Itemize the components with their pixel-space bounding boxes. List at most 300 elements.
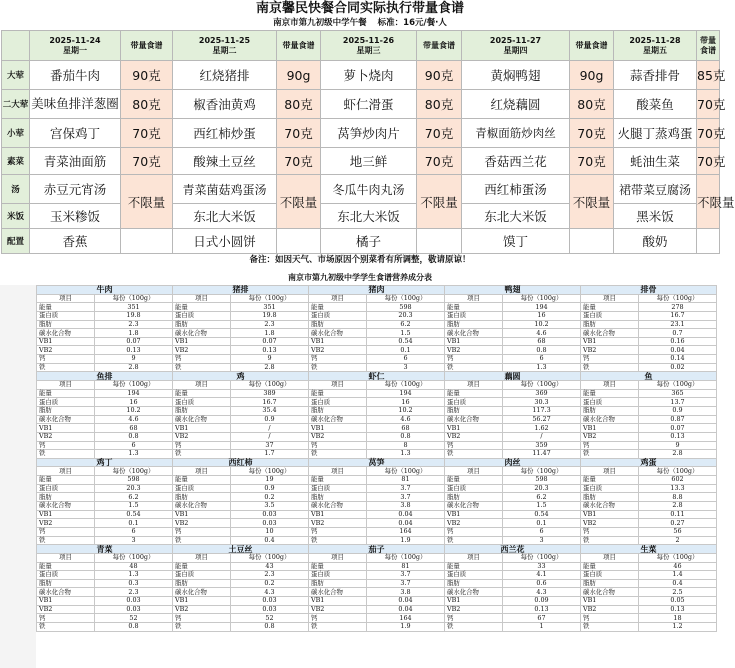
qty-cell: 90g <box>570 61 614 90</box>
dish-cell: 椒香油黄鸡 <box>173 90 277 119</box>
food-name: 青菜 <box>37 545 173 554</box>
nutrition-table <box>36 285 717 632</box>
nutrient-name: 碳水化合物 <box>581 588 639 597</box>
row-label: 小荤 <box>2 119 30 148</box>
column-header-row <box>37 553 717 562</box>
qty-cell: 85克 <box>697 61 720 90</box>
side-cell: 香蕉 <box>30 229 121 254</box>
nutrient-value: 0.8 <box>503 346 581 355</box>
nutrient-name: 脂肪 <box>445 320 503 329</box>
nutrient-name: VB2 <box>581 519 639 528</box>
food-name: 生菜 <box>581 545 717 554</box>
qty-cell: 90克 <box>417 61 462 90</box>
nutrient-name: 钙 <box>445 527 503 536</box>
nutrient-name: VB2 <box>445 432 503 441</box>
nutrient-value: 351 <box>231 303 309 312</box>
nutrient-value: 598 <box>95 476 173 485</box>
nutrient-value: 4.6 <box>367 415 445 424</box>
blank-cell <box>570 229 614 254</box>
qty-header: 带量食谱 <box>570 31 614 61</box>
food-name: 牛肉 <box>37 286 173 295</box>
food-name: 鸡 <box>173 372 309 381</box>
per-serving-header: 每份（100g） <box>639 294 717 303</box>
nutrient-value: 0.13 <box>639 432 717 441</box>
nutrient-name: 脂肪 <box>173 406 231 415</box>
item-header: 项目 <box>309 553 367 562</box>
nutrient-row <box>37 320 717 329</box>
nutrient-row <box>37 441 717 450</box>
nutrient-name: 钙 <box>173 614 231 623</box>
dish-cell: 黄焖鸭翅 <box>462 61 570 90</box>
nutrient-name: 能量 <box>445 303 503 312</box>
nutrient-name: VB1 <box>37 597 95 606</box>
nutrient-value: 389 <box>231 389 309 398</box>
nutrient-name: 蛋白质 <box>445 311 503 320</box>
nutrient-row <box>37 562 717 571</box>
nutrient-value: 351 <box>95 303 173 312</box>
nutrient-row <box>37 398 717 407</box>
nutrient-value: 1.3 <box>95 571 173 580</box>
nutrient-name: 脂肪 <box>581 579 639 588</box>
nutrient-row <box>37 311 717 320</box>
nutrient-value: 0.2 <box>231 493 309 502</box>
nutrient-name: 碳水化合物 <box>173 415 231 424</box>
dish-cell: 蒜香排骨 <box>614 61 697 90</box>
nutrient-name: 蛋白质 <box>173 571 231 580</box>
unlimited-cell: 不限量 <box>570 175 614 229</box>
per-serving-header: 每份（100g） <box>639 467 717 476</box>
nutrient-name: 铁 <box>37 622 95 631</box>
nutrient-row <box>37 329 717 338</box>
nutrient-name: 铁 <box>173 450 231 459</box>
nutrient-value: 19.8 <box>95 311 173 320</box>
nutrient-name: 能量 <box>581 476 639 485</box>
qty-cell: 70克 <box>121 119 173 148</box>
dish-cell: 青椒面筋炒肉丝 <box>462 119 570 148</box>
item-header: 项目 <box>309 467 367 476</box>
nutrient-name: 蛋白质 <box>37 398 95 407</box>
qty-cell: 70克 <box>277 148 321 175</box>
food-name: 鸭翅 <box>445 286 581 295</box>
nutrient-value: 0.09 <box>503 597 581 606</box>
nutrient-name: 碳水化合物 <box>581 502 639 511</box>
nutrient-value: 0.8 <box>95 432 173 441</box>
nutrient-value: 3.7 <box>367 571 445 580</box>
nutrient-value: 3.8 <box>367 502 445 511</box>
nutrient-value: 1.5 <box>95 502 173 511</box>
nutrient-row <box>37 424 717 433</box>
nutrient-value: 0.9 <box>639 406 717 415</box>
nutrient-name: 钙 <box>309 527 367 536</box>
nutrient-name: VB1 <box>309 597 367 606</box>
nutrient-value: 9 <box>231 355 309 364</box>
food-name: 莴笋 <box>309 458 445 467</box>
nutrient-value: 0.1 <box>503 519 581 528</box>
nutrient-row <box>37 605 717 614</box>
nutrient-name: VB2 <box>309 432 367 441</box>
nutrient-name: 能量 <box>445 562 503 571</box>
qty-cell: 70克 <box>570 119 614 148</box>
qty-cell: 70克 <box>417 119 462 148</box>
nutrient-row <box>37 571 717 580</box>
nutrient-name: 能量 <box>309 389 367 398</box>
qty-cell: 70克 <box>121 148 173 175</box>
item-header: 项目 <box>173 381 231 390</box>
nutrient-name: 蛋白质 <box>445 571 503 580</box>
dish-cell: 香菇西兰花 <box>462 148 570 175</box>
soup-cell: 裙带菜豆腐汤 <box>614 175 697 204</box>
nutrient-value: 18 <box>639 614 717 623</box>
nutrient-name: 碳水化合物 <box>173 502 231 511</box>
nutrient-name: VB2 <box>37 519 95 528</box>
nutrient-name: 铁 <box>309 622 367 631</box>
nutrient-value: 8 <box>367 441 445 450</box>
nutrient-value: 19.8 <box>231 311 309 320</box>
nutrient-value: 0.9 <box>231 484 309 493</box>
dish-cell: 番茄牛肉 <box>30 61 121 90</box>
nutrient-name: 脂肪 <box>445 493 503 502</box>
nutrient-name: VB2 <box>173 346 231 355</box>
nutrient-name: VB1 <box>173 510 231 519</box>
nutrient-value: 81 <box>367 562 445 571</box>
nutrient-name: VB2 <box>581 605 639 614</box>
nutrient-row <box>37 355 717 364</box>
nutrient-value: 16.7 <box>639 311 717 320</box>
per-serving-header: 每份（100g） <box>95 381 173 390</box>
nutrient-name: 钙 <box>581 355 639 364</box>
nutrient-value: / <box>231 424 309 433</box>
day-header: 2025-11-26 星期三 <box>321 31 417 61</box>
nutrient-value: 0.04 <box>367 519 445 528</box>
per-serving-header: 每份（100g） <box>503 467 581 476</box>
unlimited-cell: 不限量 <box>277 175 321 229</box>
nutrient-row <box>37 346 717 355</box>
column-header-row <box>37 467 717 476</box>
nutrient-name: VB2 <box>37 432 95 441</box>
per-serving-header: 每份（100g） <box>367 553 445 562</box>
subtitle <box>0 17 720 30</box>
nutrient-name: 能量 <box>309 476 367 485</box>
nutrient-value: 20.3 <box>503 484 581 493</box>
item-header: 项目 <box>309 294 367 303</box>
per-serving-header: 每份（100g） <box>503 553 581 562</box>
weekly-menu-table <box>1 30 735 254</box>
nutrient-value: 13.7 <box>639 398 717 407</box>
nutrient-value: 1 <box>503 622 581 631</box>
nutrient-name: 蛋白质 <box>309 571 367 580</box>
nutrient-value: 602 <box>639 476 717 485</box>
nutrient-name: 碳水化合物 <box>445 415 503 424</box>
nutrient-name: 蛋白质 <box>445 398 503 407</box>
nutrient-name: VB1 <box>445 337 503 346</box>
per-serving-header: 每份（100g） <box>231 381 309 390</box>
nutrient-name: 铁 <box>37 363 95 372</box>
blank-cell <box>417 229 462 254</box>
nutrient-name: VB2 <box>309 605 367 614</box>
nutrient-name: 脂肪 <box>37 493 95 502</box>
nutrient-value: 0.2 <box>231 579 309 588</box>
nutrient-value: 1.5 <box>503 502 581 511</box>
row-number-gutter <box>0 285 36 668</box>
nutrient-value: 164 <box>367 527 445 536</box>
nutrient-name: 蛋白质 <box>173 398 231 407</box>
dish-cell: 蚝油生菜 <box>614 148 697 175</box>
nutrient-value: 194 <box>503 303 581 312</box>
dish-cell: 美味鱼排洋葱圈 <box>30 90 121 119</box>
nutrient-name: 碳水化合物 <box>309 502 367 511</box>
nutrient-name: 铁 <box>445 363 503 372</box>
nutrient-name: VB2 <box>445 346 503 355</box>
nutrient-name: 能量 <box>309 303 367 312</box>
nutrient-value: 0.7 <box>639 329 717 338</box>
food-header-row <box>37 458 717 467</box>
nutrient-name: VB2 <box>445 519 503 528</box>
nutrient-value: 2.8 <box>95 363 173 372</box>
nutrient-value: 164 <box>367 614 445 623</box>
nutrient-row <box>37 406 717 415</box>
per-serving-header: 每份（100g） <box>503 381 581 390</box>
nutrient-value: 56 <box>639 527 717 536</box>
nutrient-name: 碳水化合物 <box>309 415 367 424</box>
nutrient-row <box>37 502 717 511</box>
nutrient-value: 2.5 <box>639 588 717 597</box>
row-label-rice: 米饭 <box>2 204 30 229</box>
nutrient-name: 蛋白质 <box>37 571 95 580</box>
nutrient-value: / <box>503 432 581 441</box>
nutrient-value: 3.5 <box>231 502 309 511</box>
rice-cell: 东北大米饭 <box>173 204 277 229</box>
nutrient-row <box>37 579 717 588</box>
nutrient-name: 钙 <box>173 355 231 364</box>
nutrient-value: 4.1 <box>503 571 581 580</box>
rice-cell: 东北大米饭 <box>462 204 570 229</box>
nutrient-name: 脂肪 <box>445 406 503 415</box>
nutrient-row <box>37 527 717 536</box>
nutrient-value: 6 <box>503 527 581 536</box>
nutrient-value: 0.1 <box>95 519 173 528</box>
nutrient-name: 钙 <box>173 441 231 450</box>
food-name: 肉丝 <box>445 458 581 467</box>
nutrient-name: 钙 <box>37 355 95 364</box>
nutrient-value: 67 <box>503 614 581 623</box>
nutrient-value: 0.13 <box>503 605 581 614</box>
nutrient-value: 0.13 <box>231 346 309 355</box>
nutrient-value: 1.3 <box>503 363 581 372</box>
nutrient-row <box>37 597 717 606</box>
nutrient-name: 铁 <box>445 622 503 631</box>
nutrient-row <box>37 476 717 485</box>
nutrient-value: 10.2 <box>95 406 173 415</box>
nutrient-value: 0.13 <box>639 605 717 614</box>
nutrient-value: 81 <box>367 476 445 485</box>
nutrient-value: 0.87 <box>639 415 717 424</box>
per-serving-header: 每份（100g） <box>367 467 445 476</box>
nutrient-value: 10.2 <box>367 406 445 415</box>
blank-cell <box>697 229 720 254</box>
nutrient-name: 钙 <box>445 441 503 450</box>
nutrient-name: 蛋白质 <box>445 484 503 493</box>
nutrient-name: 碳水化合物 <box>445 588 503 597</box>
nutrient-value: 43 <box>231 562 309 571</box>
nutrient-value: 6.2 <box>503 493 581 502</box>
dish-cell: 青菜油面筋 <box>30 148 121 175</box>
nutrient-name: 铁 <box>581 450 639 459</box>
nutrient-value: 3.7 <box>367 579 445 588</box>
nutrient-name: VB1 <box>173 337 231 346</box>
nutrient-value: 6.2 <box>95 493 173 502</box>
nutrient-value: 0.07 <box>231 337 309 346</box>
unlimited-cell: 不限量 <box>417 175 462 229</box>
school-meal-label: 南京市第九初级中学午餐 <box>273 18 367 28</box>
nutrient-name: VB1 <box>581 510 639 519</box>
nutrient-row <box>37 415 717 424</box>
nutrient-value: 68 <box>503 337 581 346</box>
nutrient-name: 能量 <box>173 303 231 312</box>
nutrient-name: 铁 <box>173 536 231 545</box>
nutrient-name: 钙 <box>37 441 95 450</box>
nutrient-value: 2.8 <box>639 450 717 459</box>
qty-cell: 80克 <box>277 90 321 119</box>
nutrient-name: 铁 <box>581 622 639 631</box>
nutrient-name: 碳水化合物 <box>37 329 95 338</box>
nutrient-value: 1.62 <box>503 424 581 433</box>
food-name: 鸡丁 <box>37 458 173 467</box>
nutrient-value: 0.03 <box>95 597 173 606</box>
nutrient-value: 117.3 <box>503 406 581 415</box>
nutrient-value: 2 <box>639 536 717 545</box>
nutrient-name: 脂肪 <box>581 320 639 329</box>
nutrient-value: 0.3 <box>95 579 173 588</box>
nutrient-value: 359 <box>503 441 581 450</box>
nutrient-name: 蛋白质 <box>309 398 367 407</box>
nutrient-name: 脂肪 <box>173 320 231 329</box>
nutrient-value: 1.9 <box>367 622 445 631</box>
nutrient-value: 0.07 <box>95 337 173 346</box>
nutrient-value: 0.03 <box>231 510 309 519</box>
item-header: 项目 <box>445 467 503 476</box>
item-header: 项目 <box>173 294 231 303</box>
qty-cell: 90g <box>277 61 321 90</box>
nutrient-row <box>37 519 717 528</box>
nutrient-value: 0.27 <box>639 519 717 528</box>
row-label: 二大荤 <box>2 90 30 119</box>
nutrient-name: VB2 <box>309 519 367 528</box>
nutrient-name: 碳水化合物 <box>445 329 503 338</box>
nutrient-value: 1.4 <box>639 571 717 580</box>
nutrient-name: 能量 <box>37 562 95 571</box>
nutrient-name: 铁 <box>445 536 503 545</box>
nutrient-value: 56.27 <box>503 415 581 424</box>
nutrient-name: 铁 <box>581 363 639 372</box>
nutrition-title: 南京市第九初级中学学生食谱营养成分表 <box>288 273 432 282</box>
nutrient-row <box>37 622 717 631</box>
nutrient-name: 钙 <box>581 441 639 450</box>
nutrient-value: 278 <box>639 303 717 312</box>
nutrient-name: VB1 <box>37 424 95 433</box>
soup-cell: 冬瓜牛肉丸汤 <box>321 175 417 204</box>
nutrient-value: 0.9 <box>231 415 309 424</box>
nutrient-name: 脂肪 <box>309 320 367 329</box>
nutrient-name: 碳水化合物 <box>173 329 231 338</box>
nutrient-row <box>37 614 717 623</box>
per-serving-header: 每份（100g） <box>231 553 309 562</box>
nutrient-name: 铁 <box>309 450 367 459</box>
item-header: 项目 <box>445 294 503 303</box>
nutrient-name: 铁 <box>173 363 231 372</box>
per-serving-header: 每份（100g） <box>367 381 445 390</box>
nutrient-name: VB1 <box>445 424 503 433</box>
nutrient-name: 能量 <box>445 476 503 485</box>
nutrient-row <box>37 510 717 519</box>
nutrient-value: 20.3 <box>367 311 445 320</box>
dish-cell: 火腿丁蒸鸡蛋 <box>614 119 697 148</box>
nutrient-name: 碳水化合物 <box>309 329 367 338</box>
nutrient-row <box>37 363 717 372</box>
nutrient-name: 蛋白质 <box>309 484 367 493</box>
dish-cell: 莴笋炒肉片 <box>321 119 417 148</box>
nutrient-value: 16 <box>367 398 445 407</box>
rice-cell: 玉米糁饭 <box>30 204 121 229</box>
nutrient-name: 脂肪 <box>37 406 95 415</box>
nutrient-value: 3.7 <box>367 493 445 502</box>
nutrient-name: VB1 <box>309 337 367 346</box>
dish-cell: 萝卜烧肉 <box>321 61 417 90</box>
blank-cell <box>277 229 321 254</box>
nutrient-value: 6 <box>367 355 445 364</box>
soup-cell: 西红柿蛋汤 <box>462 175 570 204</box>
dish-cell: 虾仁滑蛋 <box>321 90 417 119</box>
nutrient-value: 6 <box>95 527 173 536</box>
nutrient-value: 2.3 <box>231 571 309 580</box>
nutrient-value: 6.2 <box>367 320 445 329</box>
nutrient-value: 9 <box>95 355 173 364</box>
item-header: 项目 <box>581 294 639 303</box>
nutrient-value: 16.7 <box>231 398 309 407</box>
nutrient-value: 3 <box>367 363 445 372</box>
per-serving-header: 每份（100g） <box>639 553 717 562</box>
nutrient-name: VB2 <box>581 346 639 355</box>
page-title: 南京馨民快餐合同实际执行带量食谱 <box>255 1 464 16</box>
food-name: 虾仁 <box>309 372 445 381</box>
soup-cell: 赤豆元宵汤 <box>30 175 121 204</box>
food-name: 鸡蛋 <box>581 458 717 467</box>
item-header: 项目 <box>581 467 639 476</box>
nutrient-name: 脂肪 <box>173 579 231 588</box>
nutrient-name: 脂肪 <box>37 320 95 329</box>
nutrient-value: 1.8 <box>95 329 173 338</box>
nutrient-value: 37 <box>231 441 309 450</box>
nutrient-name: 碳水化合物 <box>581 415 639 424</box>
nutrient-value: 0.54 <box>95 510 173 519</box>
nutrient-value: 35.4 <box>231 406 309 415</box>
nutrient-name: 脂肪 <box>445 579 503 588</box>
nutrient-name: 碳水化合物 <box>581 329 639 338</box>
nutrient-name: 能量 <box>173 476 231 485</box>
item-header: 项目 <box>581 381 639 390</box>
side-cell: 酸奶 <box>614 229 697 254</box>
dish-cell: 西红柿炒蛋 <box>173 119 277 148</box>
nutrient-name: 能量 <box>581 389 639 398</box>
nutrient-value: 1.2 <box>639 622 717 631</box>
day-header: 2025-11-27 星期四 <box>462 31 570 61</box>
nutrient-name: 能量 <box>173 389 231 398</box>
nutrient-name: 能量 <box>581 303 639 312</box>
nutrient-name: 脂肪 <box>581 406 639 415</box>
nutrient-name: VB2 <box>37 346 95 355</box>
item-header: 项目 <box>445 553 503 562</box>
nutrient-name: 钙 <box>581 614 639 623</box>
nutrient-name: 能量 <box>37 476 95 485</box>
